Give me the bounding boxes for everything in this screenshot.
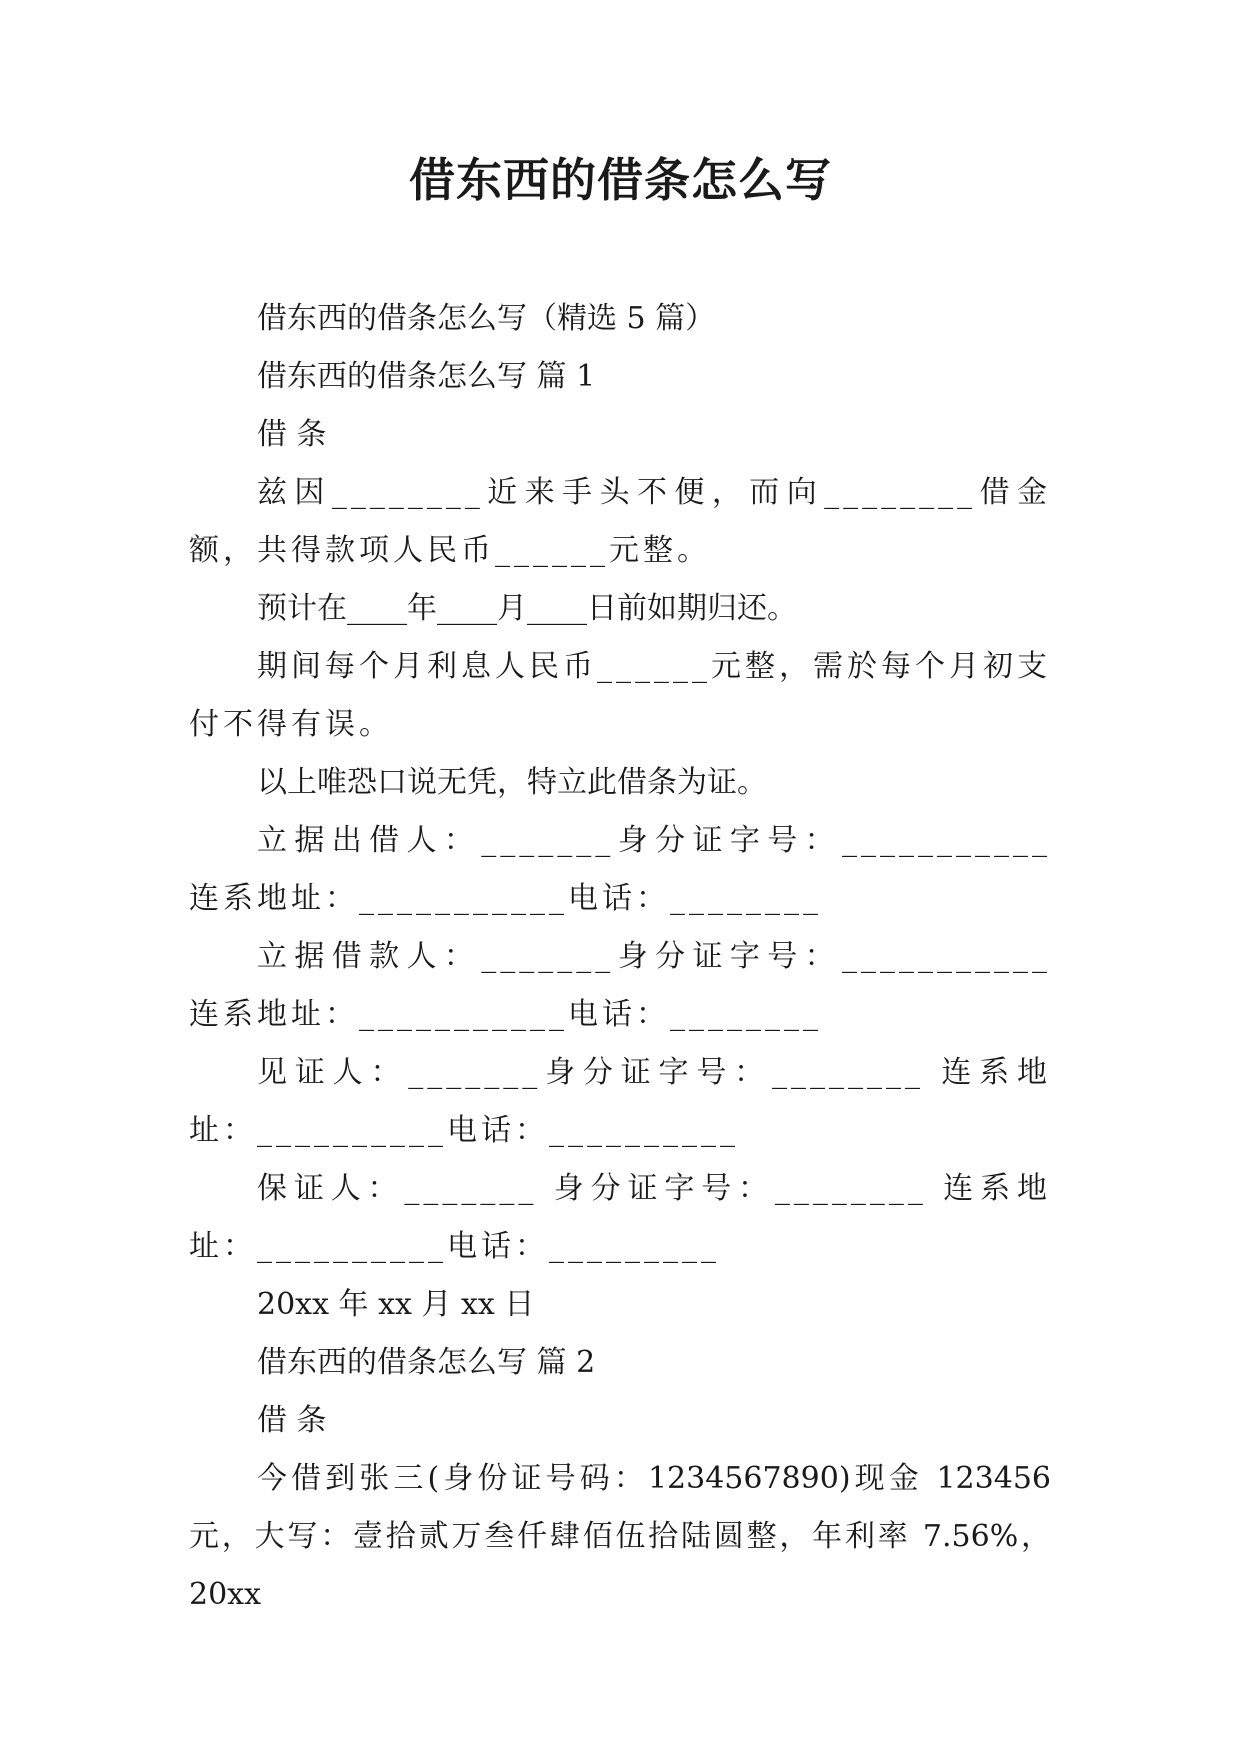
- document-body: [189, 290, 1051, 1624]
- date-line: 20xx 年 xx 月 xx 日: [257, 1287, 535, 1322]
- guarantor-info: 保证人：_______ 身分证字号：________ 连系地址：__________电话：_________: [189, 1171, 1051, 1264]
- paragraph-due-date: 预计在____年____月____日前如期归还。: [257, 591, 797, 626]
- paragraph-interest: 期间每个月利息人民币______元整，需於每个月初支付不得有误。: [189, 649, 1051, 742]
- note-title-1: 借 条: [257, 417, 327, 452]
- borrower-info: 立据借款人：_______身分证字号：___________ 连系地址：___________电话：________: [189, 939, 1051, 1032]
- paragraph-loan-detail: 今借到张三(身份证号码：1234567890)现金 123456 元，大写：壹拾贰万叁仟肆佰伍拾陆圆整，年利率 7.56%，20xx: [189, 1461, 1051, 1612]
- section-heading-1: 借东西的借条怎么写 篇 1: [257, 359, 596, 394]
- document-title: 借东西的借条怎么写: [409, 153, 832, 207]
- intro-line: 借东西的借条怎么写（精选 5 篇）: [257, 301, 716, 336]
- section-heading-2: 借东西的借条怎么写 篇 2: [257, 1345, 596, 1380]
- lender-info: 立据出借人：_______身分证字号：___________ 连系地址：___________电话：________: [189, 823, 1051, 916]
- paragraph-reason: 兹因________近来手头不便，而向________借金额，共得款项人民币______元整。: [189, 475, 1051, 568]
- note-title-2: 借 条: [257, 1403, 327, 1438]
- paragraph-proof: 以上唯恐口说无凭，特立此借条为证。: [257, 765, 767, 800]
- witness-info: 见证人：_______身分证字号：________ 连系地址：__________电话：__________: [189, 1055, 1051, 1148]
